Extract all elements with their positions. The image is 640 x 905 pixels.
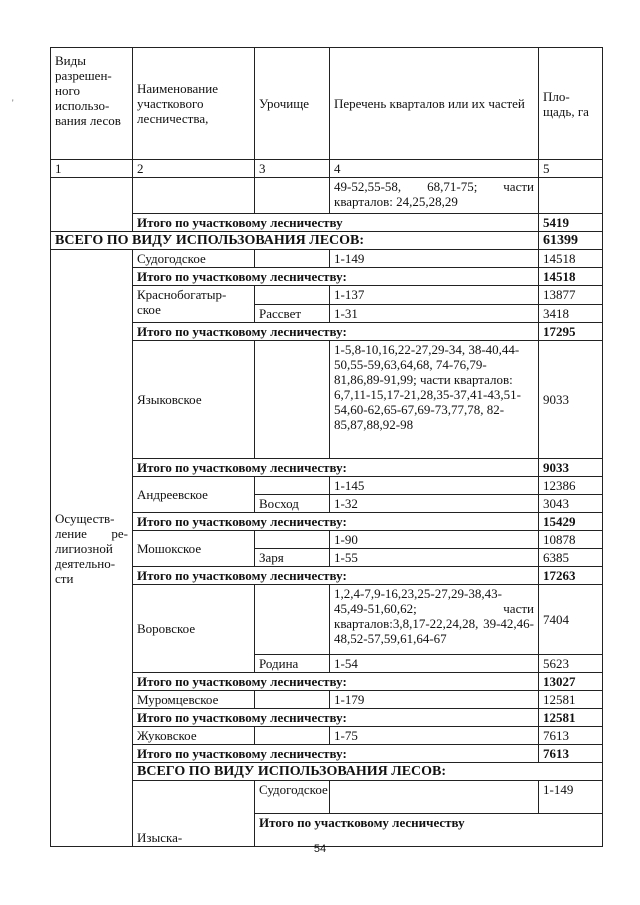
margin-mark: ' (12, 98, 14, 108)
subtotal-label: Итого по участковому лесничеству: (133, 673, 539, 691)
column-number: 2 (133, 160, 255, 178)
forestry-name: Языковское (133, 341, 255, 459)
tract-cell (255, 286, 330, 305)
table-row (51, 250, 603, 268)
area-cell (539, 178, 603, 214)
column-number-row (51, 160, 603, 178)
table-row (51, 286, 603, 305)
area-cell: 13877 (539, 286, 603, 305)
area-cell: 7613 (539, 727, 603, 745)
tract-cell (255, 341, 330, 459)
grand-total-label: ВСЕГО ПО ВИДУ ИСПОЛЬЗОВАНИЯ ЛЕСОВ: (51, 232, 539, 250)
subtotal-row (51, 459, 603, 477)
quarters-cell: 1-90 (330, 531, 539, 549)
tract-name: Заря (255, 549, 330, 567)
subtotal-label: Итого по участковому лесничеству: (133, 459, 539, 477)
subtotal-row (51, 673, 603, 691)
subtotal-value: 9033 (539, 459, 603, 477)
tract-cell (255, 477, 330, 495)
subtotal-row (51, 745, 603, 763)
quarters-cell: 1-149 (539, 781, 603, 814)
area-cell: 10878 (539, 531, 603, 549)
quarters-cell: 1-149 (330, 250, 539, 268)
subtotal-label: Итого по участковому лесничеству (133, 214, 539, 232)
use-type-research: Изыска- (133, 781, 255, 847)
quarters-cell: 1-55 (330, 549, 539, 567)
use-type-religious: Осуществ-ление ре-лигиозной деятельно-сти (51, 250, 133, 847)
quarters-cell: 1-31 (330, 305, 539, 323)
table-row (51, 178, 603, 214)
forestry-name: Жуковское (133, 727, 255, 745)
area-cell: 6385 (539, 549, 603, 567)
subtotal-label: Итого по участковому лесничеству: (133, 323, 539, 341)
subtotal-row (51, 268, 603, 286)
grand-total-row (51, 763, 603, 781)
subtotal-label: Итого по участковому лесничеству: (133, 567, 539, 585)
forestry-name: Муромцевское (133, 691, 255, 709)
forestry-name: Судогодское (255, 781, 330, 814)
forest-use-table (50, 47, 603, 847)
tract-cell (255, 691, 330, 709)
quarters-cell: 49-52,55-58, 68,71-75; части кварталов: 24,25,28,29 (330, 178, 539, 214)
tract-cell (255, 727, 330, 745)
subtotal-value: 5419 (539, 214, 603, 232)
area-cell: 5623 (539, 655, 603, 673)
area-cell: 7404 (539, 585, 603, 655)
table-row (51, 341, 603, 459)
subtotal-value: 13027 (539, 673, 603, 691)
area-cell: 3418 (539, 305, 603, 323)
subtotal-value: 7613 (539, 745, 603, 763)
page-number: 54 (313, 843, 327, 855)
subtotal-label: Итого по участковому лесничеству: (133, 268, 539, 286)
column-number: 4 (330, 160, 539, 178)
forestry-name: Краснобогатыр-ское (133, 286, 255, 323)
header-quarters: Перечень кварталов или их частей (330, 48, 539, 160)
forestry-name: Мошокское (133, 531, 255, 567)
use-type-cell (51, 178, 133, 232)
subtotal-row (51, 513, 603, 531)
table-row (51, 585, 603, 655)
forestry-name: Андреевское (133, 477, 255, 513)
grand-total-row (51, 232, 603, 250)
subtotal-value: 17295 (539, 323, 603, 341)
tract-name: Родина (255, 655, 330, 673)
subtotal-row (51, 709, 603, 727)
table-row (51, 477, 603, 495)
header-tract: Урочище (255, 48, 330, 160)
subtotal-value: 17263 (539, 567, 603, 585)
area-cell: 12386 (539, 477, 603, 495)
tract-cell (255, 250, 330, 268)
quarters-cell: 1-32 (330, 495, 539, 513)
subtotal-row (51, 214, 603, 232)
grand-total-label: ВСЕГО ПО ВИДУ ИСПОЛЬЗОВАНИЯ ЛЕСОВ: (133, 763, 603, 781)
quarters-cell: 1,2,4-7,9-16,23,25-27,29-38,43-45,49-51,60,62; части кварталов:3,8,17-22,24,28, 39-42,46-48,52-57,59,61,64-67 (330, 585, 539, 655)
area-cell: 3043 (539, 495, 603, 513)
subtotal-label: Итого по участковому лесничеству (255, 814, 603, 847)
subtotal-row (51, 567, 603, 585)
table-row (51, 727, 603, 745)
quarters-cell: 1-54 (330, 655, 539, 673)
header-use-type: Виды разрешен-ного использо-вания лесов (51, 48, 133, 160)
tract-name: Восход (255, 495, 330, 513)
area-cell: 9033 (539, 341, 603, 459)
subtotal-label: Итого по участковому лесничеству: (133, 709, 539, 727)
area-cell: 14518 (539, 250, 603, 268)
quarters-cell: 1-179 (330, 691, 539, 709)
tract-cell (330, 781, 539, 814)
header-area: Пло-щадь, га (539, 48, 603, 160)
tract-cell (255, 585, 330, 655)
column-number: 5 (539, 160, 603, 178)
forestry-name: Судогодское (133, 250, 255, 268)
column-number: 3 (255, 160, 330, 178)
tract-cell (255, 531, 330, 549)
header-forestry-name: Наименование участкового лесничества, (133, 48, 255, 160)
quarters-cell: 1-75 (330, 727, 539, 745)
table-row (51, 691, 603, 709)
column-number: 1 (51, 160, 133, 178)
subtotal-value: 15429 (539, 513, 603, 531)
subtotal-label: Итого по участковому лесничеству: (133, 513, 539, 531)
tract-cell (255, 178, 330, 214)
tract-name: Рассвет (255, 305, 330, 323)
subtotal-label: Итого по участковому лесничеству: (133, 745, 539, 763)
subtotal-value: 14518 (539, 268, 603, 286)
quarters-cell: 1-145 (330, 477, 539, 495)
area-cell: 12581 (539, 691, 603, 709)
quarters-cell: 1-137 (330, 286, 539, 305)
table-row (51, 781, 603, 814)
table-row (51, 531, 603, 549)
forestry-cell (133, 178, 255, 214)
grand-total-value: 61399 (539, 232, 603, 250)
subtotal-value: 12581 (539, 709, 603, 727)
quarters-cell: 1-5,8-10,16,22-27,29-34, 38-40,44-50,55-59,63,64,68, 74-76,79-81,86,89-91,99; части кварталов: 6,7,11-15,17-21,28,35-37,41-43,51-54,60-62,65-67,69-73,77,78, 82-85,87,88,92-98 (330, 341, 539, 459)
table-header-row (51, 48, 603, 160)
subtotal-row (51, 323, 603, 341)
forestry-name: Воровское (133, 585, 255, 673)
